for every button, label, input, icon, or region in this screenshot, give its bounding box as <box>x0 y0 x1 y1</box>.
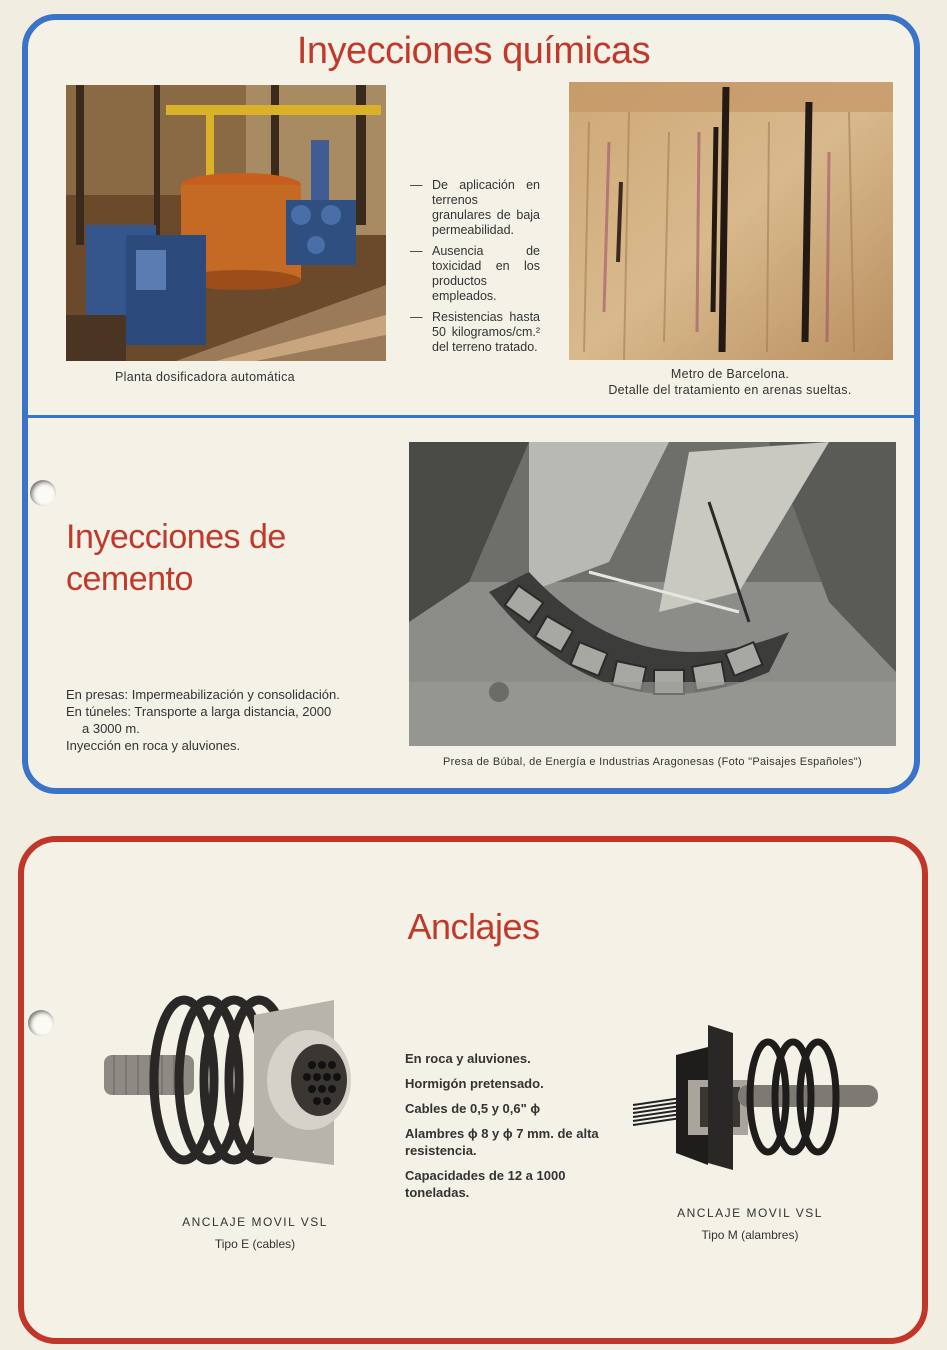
bullet-dash: — <box>410 244 423 258</box>
spec-item: Hormigón pretensado. <box>405 1076 544 1091</box>
anchor-type-m-image <box>628 1025 878 1175</box>
chemical-bullets <box>410 178 540 361</box>
anchors-specs <box>405 1050 605 1209</box>
cement-line-dams: En presas: Impermeabilización y consolidación. <box>66 687 340 702</box>
metro-caption-line2: Detalle del tratamiento en arenas sueltas. <box>608 383 852 397</box>
bubal-dam-caption: Presa de Búbal, de Energía e Industrias Aragonesas (Foto "Paisajes Españoles") <box>443 756 862 768</box>
cement-line-rock: Inyección en roca y aluviones. <box>66 738 241 753</box>
binder-hole-top <box>30 480 56 506</box>
anchor-type-m-type: Tipo M (alambres) <box>701 1228 799 1242</box>
binder-hole-bottom <box>28 1010 54 1036</box>
cement-line-tunnels-cont: a 3000 m. <box>82 721 140 736</box>
cement-title-line1: Inyecciones de <box>66 518 286 556</box>
cement-description <box>66 686 396 754</box>
anchor-type-m-name: ANCLAJE MOVIL VSL <box>677 1206 823 1220</box>
bullet-item <box>410 178 540 238</box>
spec-item: Cables de 0,5 y 0,6" ϕ <box>405 1101 541 1116</box>
dosing-plant-caption: Planta dosificadora automática <box>115 370 295 384</box>
bubal-dam-photo <box>409 442 896 746</box>
metro-caption <box>560 366 900 398</box>
spec-item: Alambres ϕ 8 y ϕ 7 mm. de alta resistencia. <box>405 1126 599 1158</box>
anchor-type-e-image <box>104 985 354 1185</box>
spec-item: Capacidades de 12 a 1000 toneladas. <box>405 1168 566 1200</box>
section-divider <box>28 415 916 418</box>
bullet-item <box>410 244 540 304</box>
anchor-type-e-name: ANCLAJE MOVIL VSL <box>182 1215 328 1229</box>
bullet-dash: — <box>410 178 423 192</box>
anchors-title: Anclajes <box>407 906 540 947</box>
bullet-text: Resistencias hasta 50 kilogramos/cm.² del terreno tratado. <box>432 310 540 354</box>
bullet-text: Ausencia de toxicidad en los productos empleados. <box>432 244 540 303</box>
bullet-text: De aplicación en terrenos granulares de baja permeabilidad. <box>432 178 540 237</box>
bullet-item <box>410 310 540 355</box>
metro-caption-line1: Metro de Barcelona. <box>670 367 790 381</box>
anchor-type-e-caption <box>130 1215 380 1251</box>
chemical-title: Inyecciones químicas <box>296 30 651 72</box>
dosing-plant-photo <box>66 85 386 361</box>
barcelona-metro-photo <box>569 82 893 360</box>
anchor-type-m-caption <box>625 1206 875 1242</box>
spec-item: En roca y aluviones. <box>405 1051 531 1066</box>
cement-title-line2: cemento <box>66 560 193 598</box>
cement-title <box>66 516 286 600</box>
bullet-dash: — <box>410 310 423 324</box>
anchor-type-e-type: Tipo E (cables) <box>214 1237 296 1251</box>
cement-line-tunnels: En túneles: Transporte a larga distancia, 2000 <box>66 704 332 719</box>
